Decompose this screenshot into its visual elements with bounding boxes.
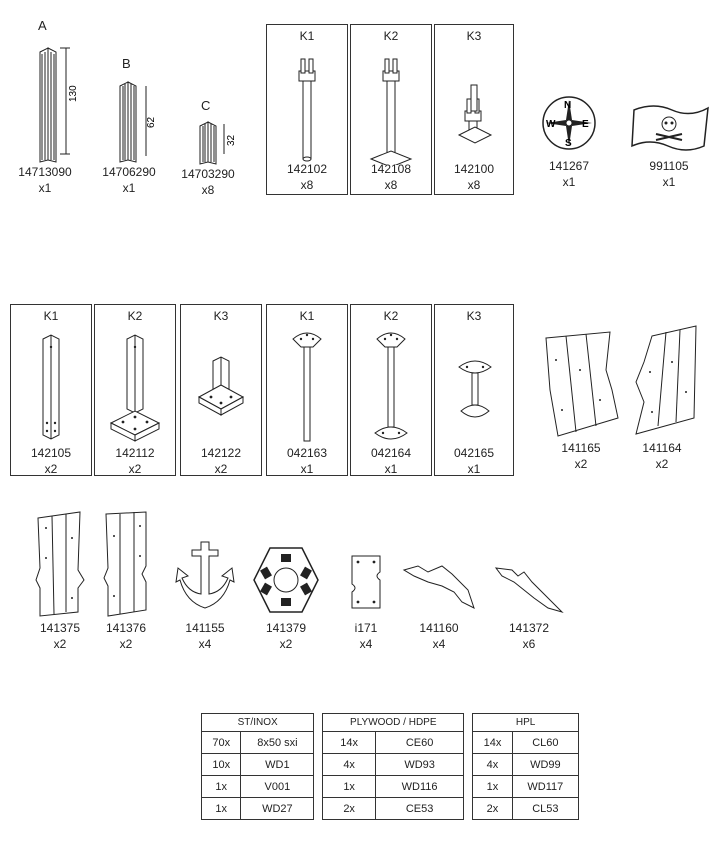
part-qty: x1 [384,462,398,476]
part-code: 141165 [561,441,601,455]
k2-post-drawing [351,45,431,165]
part-code: 141267 [548,159,590,173]
table-cell: 8x50 sxi [241,732,314,754]
table-cell: 1x [202,776,241,798]
k1-bracket-drawing [11,325,91,445]
part-qty: x2 [214,462,228,476]
table-cell: 70x [202,732,241,754]
compass-north: N [564,100,572,111]
compass-drawing [534,88,604,158]
part-code: 141155 [185,621,225,635]
panel-141375 [28,508,92,652]
part-qty: x8 [384,178,398,192]
box-label: K3 [466,29,482,43]
table-cell: WD116 [375,776,463,798]
box-label: K2 [127,309,143,323]
part-qty: x2 [279,637,293,651]
profile-letter: A [38,18,47,33]
k3-rod-drawing [435,325,515,445]
panel-drawing [28,508,92,620]
table-cell: 4x [323,754,376,776]
table-cell: WD99 [512,754,578,776]
k1-rod-box [266,304,348,476]
k3-bracket-box [180,304,262,476]
flag-part [624,98,714,190]
profile-letter: C [201,98,211,113]
table-cell: WD117 [512,776,578,798]
part-code: 141376 [105,621,147,635]
part-qty: x1 [38,181,52,195]
table-header: PLYWOOD / HDPE [323,714,464,732]
part-qty: x4 [432,637,446,651]
part-qty: x2 [44,462,58,476]
table-cell: 10x [202,754,241,776]
table-row [202,732,579,754]
profile-b-drawing [94,72,164,164]
table-header-row [202,714,579,732]
table-cell: 1x [202,798,241,820]
part-code: 042163 [286,446,328,460]
part-code: 141160 [419,621,459,635]
part-qty: x1 [662,175,676,189]
part-code: 14706290 [102,165,156,179]
part-code: 141164 [642,441,682,455]
part-code: 141379 [265,621,307,635]
anchor-part [172,538,238,652]
box-label: K2 [383,29,399,43]
profile-letter: B [122,56,131,71]
wave-part-141372 [488,560,570,652]
part-code: 142102 [286,162,328,176]
anchor-drawing [172,538,238,620]
bracket-plate-drawing [344,552,388,620]
part-qty: x2 [119,637,133,651]
part-code: 14713090 [18,165,72,179]
box-label: K3 [213,309,229,323]
k1-rod-drawing [267,325,347,445]
table-cell: 2x [473,798,512,820]
table-cell: 4x [473,754,512,776]
part-qty: x2 [128,462,142,476]
part-code: 042165 [453,446,495,460]
profile-c [176,98,240,198]
table-cell: CL60 [512,732,578,754]
table-cell: V001 [241,776,314,798]
part-qty: x2 [574,457,588,471]
part-code: 142100 [453,162,495,176]
k3-post-box [434,24,514,195]
compass-south: S [565,138,572,149]
k1-post-drawing [267,45,347,165]
part-qty: x2 [655,457,669,471]
table-cell: 1x [323,776,376,798]
table-row [202,798,579,820]
table-cell: CL53 [512,798,578,820]
part-qty: x6 [522,637,536,651]
profile-a [10,18,80,196]
table-cell: 2x [323,798,376,820]
k3-rod-box [434,304,514,476]
box-label: K1 [299,29,315,43]
panel-drawing [94,506,158,620]
box-label: K1 [43,309,59,323]
table-header: HPL [473,714,579,732]
part-code: 141375 [39,621,81,635]
part-qty: x8 [300,178,314,192]
part-code: 14703290 [181,167,235,181]
part-qty: x1 [467,462,481,476]
table-cell: 14x [323,732,376,754]
box-label: K1 [299,309,315,323]
table-header: ST/INOX [202,714,314,732]
part-qty: x4 [198,637,212,651]
part-code: 991105 [649,159,689,173]
hardware-table [201,713,579,820]
part-qty: x2 [53,637,67,651]
k2-post-box [350,24,432,195]
part-qty: x1 [300,462,314,476]
table-cell: 1x [473,776,512,798]
profile-c-drawing [176,114,240,166]
part-code: i171 [354,621,378,635]
k2-rod-drawing [351,325,431,445]
k1-bracket-box [10,304,92,476]
table-row [202,776,579,798]
table-cell: CE60 [375,732,463,754]
part-qty: x1 [122,181,136,195]
panel-drawing [622,322,702,440]
table-cell: 14x [473,732,512,754]
part-code: 142108 [370,162,412,176]
profile-dim: 32 [226,134,237,146]
table-row [202,754,579,776]
part-qty: x8 [201,183,215,197]
k2-rod-box [350,304,432,476]
compass-west: W [546,119,556,130]
part-code: 142112 [115,446,155,460]
compass-east: E [582,119,589,130]
k3-post-drawing [435,45,515,165]
part-qty: x8 [467,178,481,192]
profile-b [94,56,164,196]
k1-post-box [266,24,348,195]
compass-part [534,88,604,190]
k2-bracket-box [94,304,176,476]
panel-141164 [622,322,702,472]
profile-dim: 62 [146,116,157,128]
table-cell: CE53 [375,798,463,820]
k2-bracket-drawing [95,325,175,445]
profile-dim: 130 [68,85,79,102]
profile-a-drawing [10,34,80,164]
hexagon-wheel-drawing [248,542,324,620]
k3-bracket-drawing [181,325,261,445]
part-qty: x1 [562,175,576,189]
wheel-part [248,542,324,652]
panel-drawing [540,330,622,440]
wave-piece-drawing [488,560,570,620]
plate-part [344,552,388,652]
table-cell: WD1 [241,754,314,776]
wave-piece-drawing [398,560,480,620]
part-code: 142105 [30,446,72,460]
table-cell: WD93 [375,754,463,776]
box-label: K3 [466,309,482,323]
box-label: K2 [383,309,399,323]
part-code: 142122 [200,446,242,460]
part-qty: x4 [359,637,373,651]
part-code: 042164 [370,446,412,460]
wave-part-141160 [398,560,480,652]
pirate-flag-drawing [624,98,714,158]
table-cell: WD27 [241,798,314,820]
panel-141165 [540,330,622,472]
panel-141376 [94,506,158,652]
part-code: 141372 [508,621,550,635]
